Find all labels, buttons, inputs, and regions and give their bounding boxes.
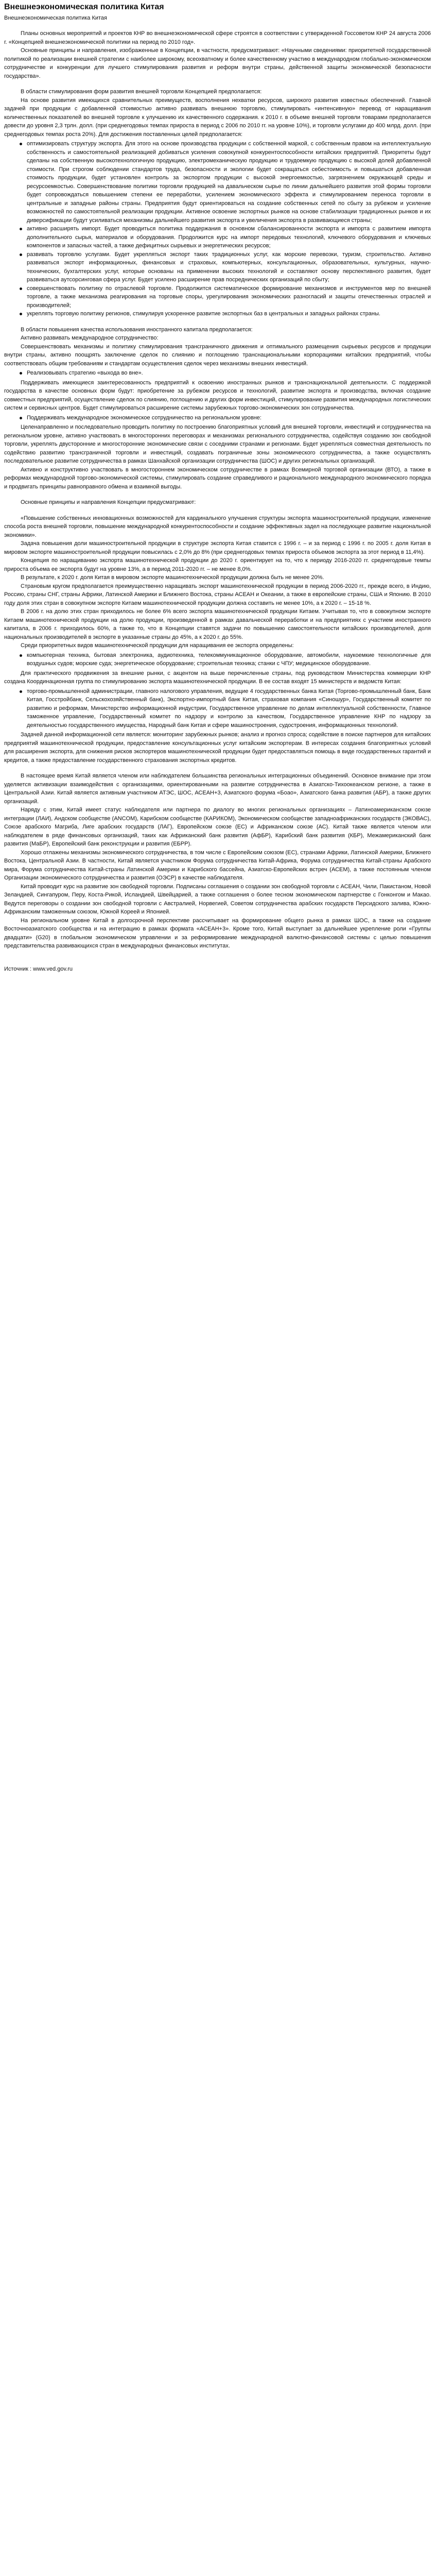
page [0,0,436,984]
paragraph: На основе развития имеющихся сравнительных преимуществ, восполнения нехватки ресурсов, широкого развития известных обеспечений. Главной задачей при продукции с добавленной стоимостью активно развивать внешнюю торговлю, стимулировать «интенсивную» перевод от наращивания количественных показателей во внешней торговле к улучшению их качественного содержания. к 2010 г. в объеме внешней торговли товарами предполагается довести до уровня 2,3 трлн. долл. (при среднегодовых темпах прироста в период с 2006 по 2010 гг. на уровне 10%), и торговли услугами до 400 млрд. долл. (при среднегодовых темпах роста 20%). Для достижения поставленных целей предполагается: [4,97,431,138]
source-line [4,965,431,974]
paragraph: В области стимулирования форм развития внешней торговли Концепцией предполагается: [21,89,262,95]
page-subtitle: Внешнеэкономическая политика Китая [4,14,107,21]
list-item: развивать торговлю услугами. Будет укрепляться экспорт таких традиционных услуг, как морские перевозки, туризм, строительство. Активно развиваться экспорт информационных, финансовых и страховых, компьютерных, консультационных, образовательных, культурных, научно-технических, бухгалтерских услуг, которые основаны на применении высоких технологий и составляют основу перспективного развития, будет развиваться аутсорсинговая сфера услуг. Будет усилено расширение прав посреднических организаций по сбыту; [27,250,431,284]
list-item: Реализовывать стратегию «выхода во вне». [27,369,431,378]
list-item: совершенствовать политику по отраслевой торговле. Продолжится систематическое формирование механизмов и инструментов мер по внешней торговле, а также механизма реагирования на торговые споры, урегулирования экономических разногласий и защиты отечественных отраслей и производителей; [27,284,431,310]
list-item: торгово-промышленной администрации, главного налогового управления, ведущие 4 государственных банка Китая (Торгово-промышленный банк, Банк Китая, Госстройбанк, Сельскохозяйственный банк), Экспортно-импортный банк Китая, страховая компания «Синошур», Государственный комитет по развитию и реформам, Министерство информационной индустрии, Государственное управление по делам интеллектуальной собственности, Главное таможенное управление, Государственный комитет по надзору и контролю за качеством, Государственное управление КНР по надзору за деятельностью государственного имущества, Народный банк Китая и сфере машиностроения, судостроения, информационных технологий. [27,687,431,730]
paragraph: Наряду с этим, Китай имеет статус наблюдателя или партнера по диалогу во многих региональных организациях – Латиноамериканском союзе интеграции (ЛАИ), Андском сообществе (ANCOM), Карибском сообществе (КАРИКОМ), Экономическом сообществе западноафриканских государств (ЭКОВАС), Союзе арабского Магриба, Лиге арабских государств (ЛАГ), Европейском союзе (ЕС) и Африканском союзе (АС). Китай также является членом или наблюдателем в ряде финансовых организаций, таких как Африканский банк развития (АфБР), Карибский банк развития (КБР), Межамериканский банк развития (МаБР), Европейский банк реконструкции и развития (ЕБРР). [4,807,431,848]
paragraph: Страновым кругом предполагается преимущественно наращивать экспорт машинотехнической продукции в период 2006-2020 гг., прежде всего, в Индию, Россию, страны СНГ, страны Африки, Латинской Америки и Ближнего Востока, страны АСЕАН и Океании, а также в европейские страны, США и Японию. В 2010 году доля этих стран в совокупном экспорте Китаем машинотехнической продукции должна составить не менее 10%, а к 2020 г. – 15-18 %. [4,583,431,606]
paragraph: Китай проводит курс на развитие зон свободной торговли. Подписаны соглашения о создании зон свободной торговли с АСЕАН, Чили, Пакистаном, Новой Зеландией, Сингапуром, Перу, Коста-Рикой, Исландией, Швейцарией, а также соглашения о более тесном экономическом партнерстве с Гонконгом и Макао. Ведутся переговоры о создании зон свободной торговли с Австралией, Норвегией, Советом сотрудничества арабских государств Персидского залива, Южно-Африканским таможенным союзом, Южной Кореей и Японией. [4,883,431,916]
source-link[interactable]: www.ved.gov.ru [33,965,73,972]
paragraph: Активно и конструктивно участвовать в многостороннем экономическом сотрудничестве в рамках Всемирной торговой организации (ВТО), а также в реформах международной торгово-экономической системы, стимулировать создание справедливого и рационального международного экономического порядка и продвигать принципы равноправного обмена и взаимной выгоды. [4,466,431,490]
list-item: Поддерживать международное экономическое сотрудничество на региональном уровне: [27,414,431,422]
paragraph: Основные принципы и направления Концепции предусматривают: [21,499,196,506]
page-title: Внешнеэкономическая политика Китая [4,3,164,11]
paragraph: Совершенствовать механизмы и политику стимулирования трансграничного движения и оптимального размещения сырьевых ресурсов и продукции внутри страны, активно поощрять заключение сделок по слиянию и поглощению транснациональными корпорациями китайских предприятий, чтобы соответствовать общим требованиям и стандартам осуществления сделок через механизмы внешних инвестиций. [4,343,431,367]
paragraph: В результате, к 2020 г. доля Китая в мировом экспорте машинотехнической продукции должна быть не менее 20%. [21,574,324,581]
paragraph: Для практического продвижения за внешние рынки, с акцентом на выше перечисленные страны, под руководством Министерства коммерции КНР создана Координационная группа по стимулированию экспорта машинотехнической продукции. В ее состав входят 15 министерств и ведомств Китая: [4,670,431,685]
bullet-list [4,651,431,668]
paragraph: Активно развивать международное сотрудничество: [21,335,159,342]
paragraph: На региональном уровне Китай в долгосрочной перспективе рассчитывает на формирование общего рынка в рамках ШОС, а также на создание Восточноазиатского сообщества и на интеграцию в рамках формата «АСЕАН+3». Кроме того, Китай выступает за дальнейшее укрепление роли «Группы двадцати» (G20) в глобальном экономическом управлении и за реформирование международной валютно-финансовой системы с целью повышения представительства развивающихся стран в международных финансовых институтах. [4,917,431,950]
list-item: компьютерная техника, бытовая электроника, аудиотехника, телекоммуникационное оборудование, автомобили, наукоемкие технологичные для воздушных судов; морские суда; энергетическое оборудование; строительная техника; станки с ЧПУ; медицинское оборудование. [27,651,431,668]
source-label: Источник : [4,965,32,972]
bullet-list [4,140,431,318]
paragraph: Задача повышения доли машиностроительной продукции в структуре экспорта Китая ставится с 1996 г. – и за период с 1996 г. по 2005 г. доля Китая в мировом экспорте машиностроительной продукции повысилась с 2,0% до 8% (при среднегодовых темпах прироста объемов экспорта за этот период в 11,4%). [4,540,431,555]
bullet-list [4,414,431,422]
bullet-list [4,369,431,378]
paragraph: Среди приоритетных видов машинотехнической продукции для наращивания ее экспорта определены: [21,642,294,649]
paragraph: Поддерживать имеющиеся заинтересованность предприятий к освоению иностранных рынков и транснациональной деятельности. С поддержкой государства в качестве основных форм будут: приобретение за рубежом ресурсов и технологий, развитие экспорта и производства, включая создание совместных предприятий, осуществление сделок по слиянию, поглощению и других форм инвестиций, стимулирование развития международных логистических систем и сервисных центров. Будет стимулироваться расширение системы зарубежных торгово-экономических зон сотрудничества. [4,379,431,412]
paragraph: Хорошо отлажены механизмы экономического сотрудничества, в том числе с Европейским союзом (ЕС), странами Африки, Латинской Америки, Ближнего Востока, Центральной Азии. В частности, Китай является участником Форума сотрудничества Китай-Африка, Форума сотрудничества Китай-страны Арабского мира, Форума сотрудничества Китай-страны Латинской Америки и Карибского бассейна, Азиатско-Европейских встреч (АСЕМ), а также постоянным членом Организации экономического сотрудничества и развития (ОЭСР) в качестве наблюдателя. [4,849,431,882]
paragraph: В 2006 г. на долю этих стран приходилось не более 6% всего экспорта машинотехнической продукции Китаем. Учитывая то, что в совокупном экспорте Китаем машинотехнической продукции на долю продукции, произведенной в рамках давальческой переработки и на предприятиях с участием иностранного капитала, в 2006 г. приходилось 60%, а также то, что в Концепции ставятся задачи по повышению самостоятельности китайских производителей, доля национальных производителей в экспорте в указанные страны до 45%, а к 2020 г. до 55%. [4,608,431,640]
list-item: оптимизировать структуру экспорта. Для этого на основе производства продукции с собственной маркой, с собственным правом на интеллектуальную собственность и самостоятельной реализацией добиваться усиления совокупной конкурентоспособности китайских предприятий. Приоритеты будут сделаны на собственную высокотехнологичную продукцию, электромеханическую продукцию и трудоемкую продукцию с высокой долей добавленной стоимости. При строгом соблюдении стандартов труда, безопасности и экологии будет сокращаться себестоимость и повышаться добавленная стоимость продукции, будет установлен контроль за экспортом продукции с высокой энергоемкостью, загрязнением окружающей среды и ресурсоемкостью. Совершенствование политики торговли продукцией на давальческом сырье по линии дальнейшего развития этой формы торговли будет сопровождаться повышением степени ее переработки, усилением экономического эффекта и стимулированием переноса торговли в центральные и западные районы страны. Предприятия будут ориентироваться на создание собственных сетей по сбыту за рубежом и усиление возможностей по самостоятельной реализации продукции. Активное освоение экспортных рынков на основе стабилизации традиционных рынков и их диверсификации будут усиливаться механизмы дальнейшего развития экспорта и увеличения экспорта в развивающиеся страны; [27,140,431,225]
list-item: укреплять торговую политику регионов, стимулируя ускоренное развитие экспортных баз в центральных и западных районах страны. [27,310,431,318]
list-item: активно расширять импорт. Будет проводиться политика поддержания в основном сбалансированности экспорта и импорта с развитием импорта дополнительного сырья, материалов и оборудования. Продолжится курс на импорт передовых технологий, ключевого оборудования и ключевых компонентов и запасных частей, а также дефицитных сырьевых и энергетических ресурсов; [27,225,431,250]
paragraph: Целенаправленно и последовательно проводить политику по построению благоприятных условий для внешней торговли, инвестиций и сотрудничества на региональном уровне, активно участвовать в многосторонних переговорах и механизмах регионального сотрудничества, содействуя созданию зон свободной торговли, укреплять двусторонние и многосторонние экономические связи с соседними странами и регионами. Будет укрепляться совместная деятельность по содействию развитию трансграничной торговли и инвестиций, создавать пограничные зоны экономического сотрудничества, а также осуществлять последовательное развитие сотрудничества в рамках Шанхайской организации сотрудничества (ШОС) и других региональных организаций. [4,424,431,465]
paragraph: В области повышения качества использования иностранного капитала предполагается: [21,326,253,333]
paragraph: Основные принципы и направления, изображенные в Концепции, в частности, предусматривают: «Научными сведениями: приоритетной государственной политикой по реализации внешней стратегии с наиболее широкому, всеохватному и более качественному участию в международном глобально-экономическом сотрудничестве и конкуренции для лучшего стимулирования развития и реформ внутри страны, действенной защиты экономической безопасности государства». [4,47,431,79]
paragraph: Задачей данной информационной сети является: мониторинг зарубежных рынков; анализ и прогноз спроса; содействие в поиске партнеров для китайских предприятий машинотехнической продукции, предоставление консультационных услуг китайским экспортерам. В интересах создания благоприятных условий для расширения экспорта, для снижения рисков экспортеров машинотехнической продукции будет предоставляться помощь в виде государственных гарантий и кредитов, а также предоставление государственного страхования экспортных кредитов. [4,732,431,764]
paragraph: Планы основных мероприятий и проектов КНР во внешнеэкономической сфере строятся в соответствии с утвержденной Госсоветом КНР 24 августа 2006 г. «Концепцией внешнеэкономической политики на период по 2010 год». [4,30,431,45]
paragraph: Концепция по наращиванию экспорта машинотехнической продукции до 2020 г. ориентирует на то, что к периоду 2016-2020 гг. среднегодовые темпы прироста объема ее экспорта будут на уровне 13%, а в период 2011-2020 гг. – не менее 8,0%. [4,557,431,572]
bullet-list [4,687,431,730]
article-body [4,29,431,951]
paragraph: В настоящее время Китай является членом или наблюдателем большинства региональных интеграционных объединений. Основное внимание при этом уделяется активизации взаимодействия с организациями, ориентированными на развитие сотрудничества в Азиатско-Тихоокеанском регионе, а также в Центральной Азии. Китай является активным участником АТЭС, ШОС, АСЕАН+3, Азиатского форума «Боао», Азиатского банка развития (АБР), а также других организаций. [4,773,431,805]
paragraph: «Повышение собственных инновационных возможностей для кардинального улучшения структуры экспорта машиностроительной продукции, изменение способа роста внешней торговли, повышение международной конкурентоспособности и создание эффективных задел на последующее развитие национальной экономики». [4,515,431,538]
